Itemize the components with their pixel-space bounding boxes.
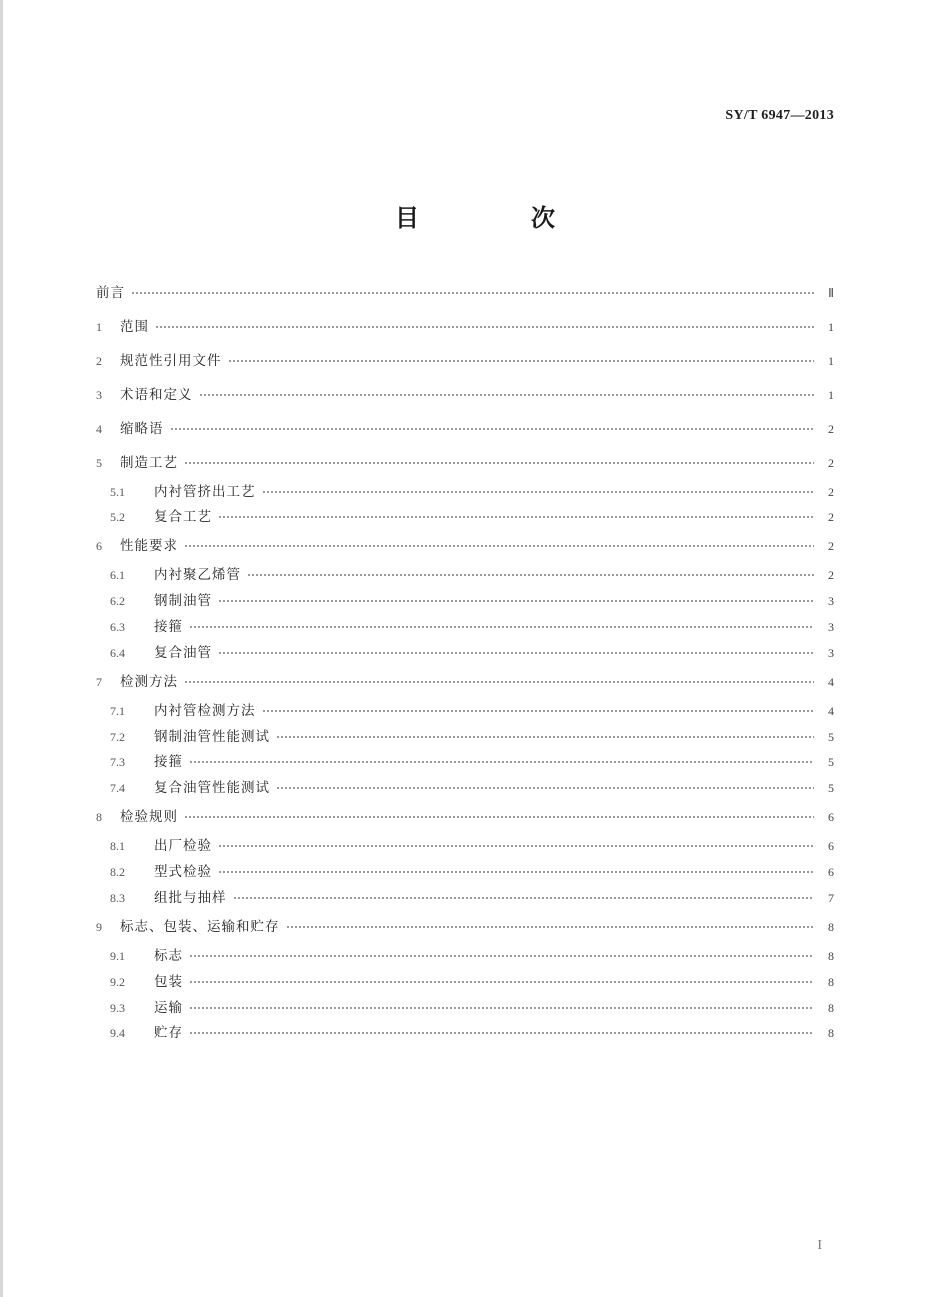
toc-entry-page: 8 (828, 920, 834, 934)
dot-leader (131, 287, 814, 299)
toc-entry[interactable] (110, 836, 834, 856)
toc-entry-number: 5.2 (110, 510, 125, 524)
toc-entry-page: 2 (828, 422, 834, 436)
toc-entry-number: 4 (96, 422, 102, 436)
toc-entry-number: 6.4 (110, 646, 125, 660)
toc-entry-number: 6 (96, 539, 102, 553)
dot-leader (170, 423, 815, 435)
toc-entry-page: 8 (828, 1001, 834, 1015)
toc-entry-label: 范围 (120, 319, 149, 335)
toc-entry-number: 9.4 (110, 1026, 125, 1040)
toc-entry[interactable] (96, 672, 834, 692)
dot-leader (184, 676, 814, 688)
toc-entry[interactable] (96, 419, 834, 439)
toc-entry-page: 3 (828, 620, 834, 634)
dot-leader (276, 731, 814, 743)
page-title: 目 次 (395, 204, 599, 232)
toc-entry-page: 8 (828, 1026, 834, 1040)
dot-leader (262, 486, 815, 498)
toc-entry-number: 9 (96, 920, 102, 934)
toc-entry-page: 2 (828, 568, 834, 582)
toc-entry-label: 复合油管性能测试 (154, 780, 270, 796)
dot-leader (184, 540, 814, 552)
toc-entry-number: 7.1 (110, 704, 125, 718)
toc-entry-number: 7.2 (110, 730, 125, 744)
toc-entry-label: 组批与抽样 (154, 890, 227, 906)
dot-leader (155, 321, 814, 333)
toc-entry-page: Ⅱ (828, 286, 834, 300)
toc-entry-page: 8 (828, 949, 834, 963)
toc-entry-page: 2 (828, 485, 834, 499)
toc-entry-label: 检验规则 (120, 809, 178, 825)
toc-entry-label: 贮存 (154, 1025, 183, 1041)
dot-leader (218, 840, 814, 852)
toc-entry[interactable] (110, 701, 834, 721)
toc-entry-number: 8.1 (110, 839, 125, 853)
toc-entry-page: 1 (828, 388, 834, 402)
toc-entry[interactable] (110, 778, 834, 798)
toc-entry-page: 6 (828, 865, 834, 879)
dot-leader (247, 569, 814, 581)
toc-entry-label: 术语和定义 (120, 387, 193, 403)
toc-entry-page: 5 (828, 755, 834, 769)
toc-entry-label: 检测方法 (120, 674, 178, 690)
toc-entry-page: 6 (828, 839, 834, 853)
dot-leader (218, 866, 814, 878)
toc-entry[interactable] (96, 317, 834, 337)
toc-entry-label: 性能要求 (120, 538, 178, 554)
dot-leader (228, 355, 815, 367)
toc-entry[interactable] (110, 565, 834, 585)
toc-entry[interactable] (96, 351, 834, 371)
toc-entry-page: 5 (828, 730, 834, 744)
dot-leader (286, 921, 815, 933)
toc-entry-label: 出厂检验 (154, 838, 212, 854)
toc-entry-page: 2 (828, 456, 834, 470)
toc-entry-number: 5.1 (110, 485, 125, 499)
toc-entry-number: 5 (96, 456, 102, 470)
toc-entry-number: 7.4 (110, 781, 125, 795)
toc-entry-page: 8 (828, 975, 834, 989)
toc-entry[interactable] (96, 917, 834, 937)
dot-leader (218, 647, 814, 659)
toc-entry-label: 内衬聚乙烯管 (154, 567, 241, 583)
toc-entry-label: 钢制油管 (154, 593, 212, 609)
toc-entry[interactable] (110, 752, 834, 772)
toc-entry[interactable] (110, 1023, 834, 1043)
dot-leader (218, 595, 814, 607)
dot-leader (199, 389, 815, 401)
toc-entry[interactable] (110, 591, 834, 611)
toc-entry[interactable] (110, 998, 834, 1018)
toc-entry[interactable] (96, 385, 834, 405)
toc-entry[interactable] (110, 946, 834, 966)
toc-entry-number: 9.3 (110, 1001, 125, 1015)
dot-leader (262, 705, 815, 717)
toc-entry-number: 2 (96, 354, 102, 368)
toc-entry-number: 9.1 (110, 949, 125, 963)
toc-entry[interactable] (110, 617, 834, 637)
toc-entry-label: 缩略语 (120, 421, 164, 437)
dot-leader (189, 1027, 814, 1039)
toc-entry-page: 5 (828, 781, 834, 795)
dot-leader (189, 621, 814, 633)
dot-leader (184, 811, 814, 823)
toc-entry[interactable] (110, 727, 834, 747)
toc-entry[interactable] (110, 888, 834, 908)
toc-entry-number: 1 (96, 320, 102, 334)
toc-entry-label: 标志 (154, 948, 183, 964)
toc-entry-label: 前言 (96, 285, 125, 301)
toc-entry-number: 6.3 (110, 620, 125, 634)
toc-entry-label: 接箍 (154, 754, 183, 770)
toc-entry-page: 6 (828, 810, 834, 824)
dot-leader (276, 782, 814, 794)
toc-entry[interactable] (96, 536, 834, 556)
page-number: I (817, 1238, 822, 1253)
toc-entry-page: 4 (828, 675, 834, 689)
toc-entry-number: 7.3 (110, 755, 125, 769)
toc-entry-label: 型式检验 (154, 864, 212, 880)
toc-entry-page: 7 (828, 891, 834, 905)
toc-entry-label: 钢制油管性能测试 (154, 729, 270, 745)
toc-entry-label: 标志、包装、运输和贮存 (120, 919, 280, 935)
toc-entry-label: 包装 (154, 974, 183, 990)
toc-entry-number: 8 (96, 810, 102, 824)
toc-entry-number: 8.3 (110, 891, 125, 905)
scan-edge (0, 0, 3, 1297)
toc-entry-label: 规范性引用文件 (120, 353, 222, 369)
toc-entry-number: 9.2 (110, 975, 125, 989)
toc-entry[interactable] (110, 643, 834, 663)
toc-entry-label: 复合工艺 (154, 509, 212, 525)
toc-entry[interactable] (110, 507, 834, 527)
toc-entry-number: 7 (96, 675, 102, 689)
toc-entry[interactable] (96, 807, 834, 827)
toc-entry-number: 6.2 (110, 594, 125, 608)
toc-entry-number: 3 (96, 388, 102, 402)
toc-entry-label: 内衬管挤出工艺 (154, 484, 256, 500)
toc-entry-number: 8.2 (110, 865, 125, 879)
toc-entry-label: 制造工艺 (120, 455, 178, 471)
toc-entry-label: 接箍 (154, 619, 183, 635)
toc-entry[interactable] (110, 862, 834, 882)
toc-entry-page: 4 (828, 704, 834, 718)
toc-entry-page: 1 (828, 354, 834, 368)
toc-entry-page: 1 (828, 320, 834, 334)
toc-entry-page: 2 (828, 539, 834, 553)
toc-entry[interactable] (110, 482, 834, 502)
toc-entry-page: 3 (828, 594, 834, 608)
toc-entry-label: 运输 (154, 1000, 183, 1016)
standard-code: SY/T 6947—2013 (725, 108, 834, 123)
toc-entry-number: 6.1 (110, 568, 125, 582)
toc-entry-page: 2 (828, 510, 834, 524)
toc-entry[interactable] (96, 283, 834, 303)
dot-leader (218, 511, 814, 523)
toc-entry-page: 3 (828, 646, 834, 660)
dot-leader (189, 976, 814, 988)
toc-entry-label: 内衬管检测方法 (154, 703, 256, 719)
dot-leader (184, 457, 814, 469)
toc-entry[interactable] (96, 453, 834, 473)
toc-entry[interactable] (110, 972, 834, 992)
toc-entry-label: 复合油管 (154, 645, 212, 661)
dot-leader (189, 1002, 814, 1014)
dot-leader (189, 756, 814, 768)
dot-leader (233, 892, 815, 904)
dot-leader (189, 950, 814, 962)
